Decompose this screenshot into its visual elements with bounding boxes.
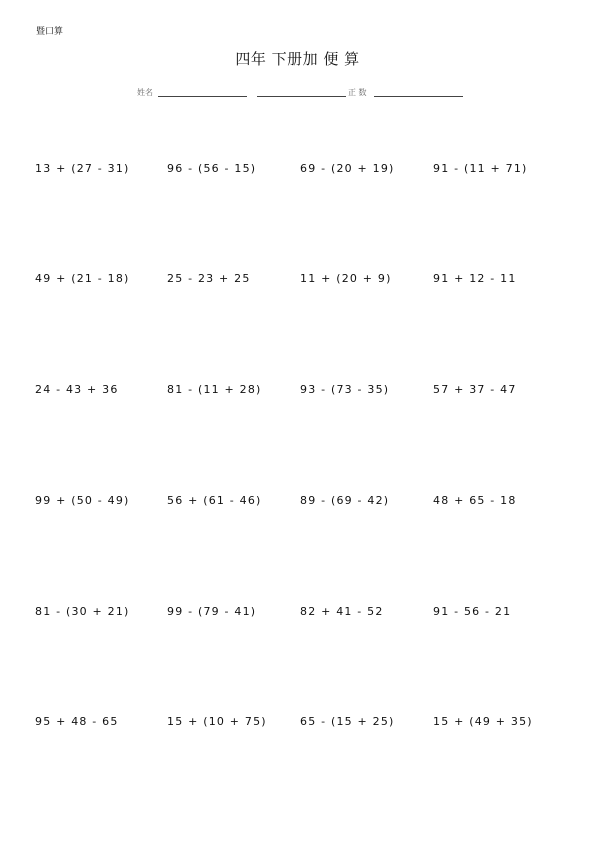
- problem-item: 96 - (56 - 15): [167, 162, 257, 175]
- problem-item: 49 + (21 - 18): [35, 272, 130, 285]
- problem-item: 91 - (11 + 71): [433, 162, 528, 175]
- correct-count-line[interactable]: [374, 96, 463, 97]
- problem-item: 25 - 23 + 25: [167, 272, 251, 285]
- problem-item: 48 + 65 - 18: [433, 494, 517, 507]
- problem-item: 99 + (50 - 49): [35, 494, 130, 507]
- name-field-line[interactable]: [158, 96, 247, 97]
- problem-item: 24 - 43 + 36: [35, 383, 119, 396]
- problem-item: 91 - 56 - 21: [433, 605, 512, 618]
- problem-item: 15 + (49 + 35): [433, 715, 533, 728]
- problem-item: 81 - (11 + 28): [167, 383, 262, 396]
- problem-item: 89 - (69 - 42): [300, 494, 390, 507]
- problem-item: 15 + (10 + 75): [167, 715, 267, 728]
- page-title: 四年 下册加 便 算: [235, 50, 360, 68]
- header-corner-label: 暨口算: [36, 27, 64, 37]
- blank-field-line[interactable]: [257, 96, 346, 97]
- problem-item: 82 + 41 - 52: [300, 605, 384, 618]
- student-info-row: [0, 87, 595, 99]
- name-label: 姓名: [137, 88, 153, 97]
- problem-item: 13 + (27 - 31): [35, 162, 130, 175]
- problem-item: 11 + (20 + 9): [300, 272, 392, 285]
- problem-item: 69 - (20 + 19): [300, 162, 395, 175]
- problem-item: 91 + 12 - 11: [433, 272, 517, 285]
- correct-count-label: 正 数: [348, 88, 367, 97]
- problem-item: 99 - (79 - 41): [167, 605, 257, 618]
- problem-item: 81 - (30 + 21): [35, 605, 130, 618]
- problem-item: 56 + (61 - 46): [167, 494, 262, 507]
- problem-item: 65 - (15 + 25): [300, 715, 395, 728]
- problem-item: 95 + 48 - 65: [35, 715, 119, 728]
- problem-item: 57 + 37 - 47: [433, 383, 517, 396]
- problem-item: 93 - (73 - 35): [300, 383, 390, 396]
